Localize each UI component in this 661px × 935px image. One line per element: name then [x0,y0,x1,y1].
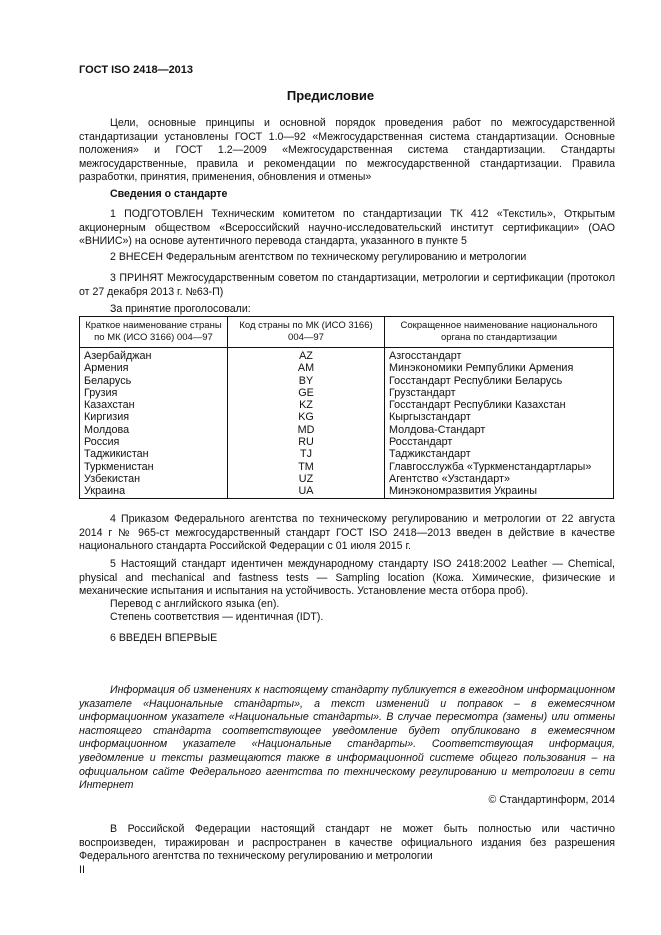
body-cell: Росстандарт [385,436,614,448]
body-cell: Госстандарт Республики Казахстан [385,399,614,411]
body-cell: Агентство «Узстандарт» [385,473,614,485]
body-cell: Азгосстандарт [385,348,614,363]
body-cell: Молдова-Стандарт [385,424,614,436]
translation-note: Перевод с английского языка (en). [110,598,280,610]
country-cell: Россия [80,436,228,448]
code-cell: UA [228,485,385,498]
table-row [80,387,614,399]
body-cell: Таджикстандарт [385,448,614,460]
body-cell: Кыргызстандарт [385,411,614,423]
code-cell: RU [228,436,385,448]
amendments-info-note: Информация об изменениях к настоящему стандарту публикуется в ежегодном информационном указателе «Национальные стандарты», а текст изменений и поправок – в ежемесячном информационном указателе «Национальные стандарты». В случае пересмотра (замены) или отмены настоящего стандарта соответствующее уведомление будет опубликовано в ежемесячном информационном указателе «Национальные стандарты». Соответствующая информация, уведомление и тексты размещаются также в информационной системе общего пользования – на официальном сайте Федерального агентства по техническому регулированию и метрологии в сети Интернет [79,684,615,792]
country-cell: Беларусь [80,375,228,387]
header-country-code: Код страны по МК (ИСО 3166) 004—97 [228,317,385,348]
page-number: II [79,864,85,876]
table-row [80,461,614,473]
table-row [80,424,614,436]
body-cell: Госстандарт Республики Беларусь [385,375,614,387]
code-cell: AM [228,362,385,374]
code-cell: MD [228,424,385,436]
code-cell: BY [228,375,385,387]
member-states-table [79,316,614,499]
document-id-header: ГОСТ ISO 2418—2013 [79,64,194,76]
code-cell: TM [228,461,385,473]
table-row [80,348,614,363]
item-6-text: 6 ВВЕДЕН ВПЕРВЫЕ [110,632,218,644]
country-cell: Таджикистан [80,448,228,460]
code-cell: UZ [228,473,385,485]
item-1-paragraph: 1 ПОДГОТОВЛЕН Техническим комитетом по стандартизации ТК 412 «Текстиль», Открытым акционерным обществом «Всероссийский научно-исследовательский институт сертификации» (ОАО «ВНИИС») на основе аутентичного перевода стандарта, указанного в пункте 5 [79,208,615,248]
country-cell: Казахстан [80,399,228,411]
country-cell: Азербайджан [80,348,228,363]
item-5-paragraph: 5 Настоящий стандарт идентичен международному стандарту ISO 2418:2002 Leather — Chemical, physical and mechanical and fastness tests — Sampling location (Кожа. Химические, физические и механические испытания и испытания на устойчивость. Установление места отбора проб). [79,558,615,598]
country-cell: Узбекистан [80,473,228,485]
country-cell: Киргизия [80,411,228,423]
voted-label: За принятие проголосовали: [110,303,251,315]
table-row [80,411,614,423]
table-row [80,448,614,460]
country-cell: Украина [80,485,228,498]
header-country-name: Краткое наименование страны по МК (ИСО 3166) 004—97 [80,317,228,348]
section-title: Сведения о стандарте [110,188,228,200]
country-cell: Туркменистан [80,461,228,473]
item-2-paragraph: 2 ВНЕСЕН Федеральным агентством по техническому регулированию и метрологии [110,251,527,263]
code-cell: KG [228,411,385,423]
country-cell: Армения [80,362,228,374]
table-row [80,375,614,387]
body-cell: Главгосслужба «Туркменстандартлары» [385,461,614,473]
body-cell: Минэкономразвития Украины [385,485,614,498]
table-row [80,362,614,374]
legal-notice: В Российской Федерации настоящий стандарт не может быть полностью или частично воспроизведен, тиражирован и распространен в качестве официального издания без разрешения Федерального агентства по техническому регулированию и метрологии [79,823,615,863]
item-4-paragraph: 4 Приказом Федерального агентства по техническому регулированию и метрологии от 22 августа 2014 г № 965-ст межгосударственный стандарт ГОСТ ISO 2418—2013 введен в действие в качестве национального стандарта Российской Федерации с 01 июля 2015 г. [79,513,615,553]
code-cell: KZ [228,399,385,411]
code-cell: AZ [228,348,385,363]
intro-paragraph: Цели, основные принципы и основной порядок проведения работ по межгосударственной стандартизации установлены ГОСТ 1.0—92 «Межгосударственная система стандартизации. Основные положения» и ГОСТ 1.2—2009 «Межгосударственная система стандартизации. Стандарты межгосударственные, правила и рекомендации по межгосударственной стандартизации. Правила разработки, принятия, применения, обновления и отмены» [79,117,615,184]
body-cell: Минэкономики Ремпублики Армения [385,362,614,374]
body-cell: Грузстандарт [385,387,614,399]
country-cell: Грузия [80,387,228,399]
item-3-paragraph: 3 ПРИНЯТ Межгосударственным советом по стандартизации, метрологии и сертификации (протокол от 27 декабря 2013 г. №63-П) [79,272,615,298]
code-cell: TJ [228,448,385,460]
copyright-notice: © Стандартинформ, 2014 [488,794,615,806]
header-standards-body: Сокращенное наименование национального органа по стандартизации [385,317,614,348]
degree-note: Степень соответствия — идентичная (IDT). [110,611,324,623]
country-cell: Молдова [80,424,228,436]
table-row [80,485,614,498]
code-cell: GE [228,387,385,399]
table-row [80,436,614,448]
table-header-row [80,317,614,348]
page-title: Предисловие [286,88,375,103]
table-row [80,399,614,411]
table-row [80,473,614,485]
